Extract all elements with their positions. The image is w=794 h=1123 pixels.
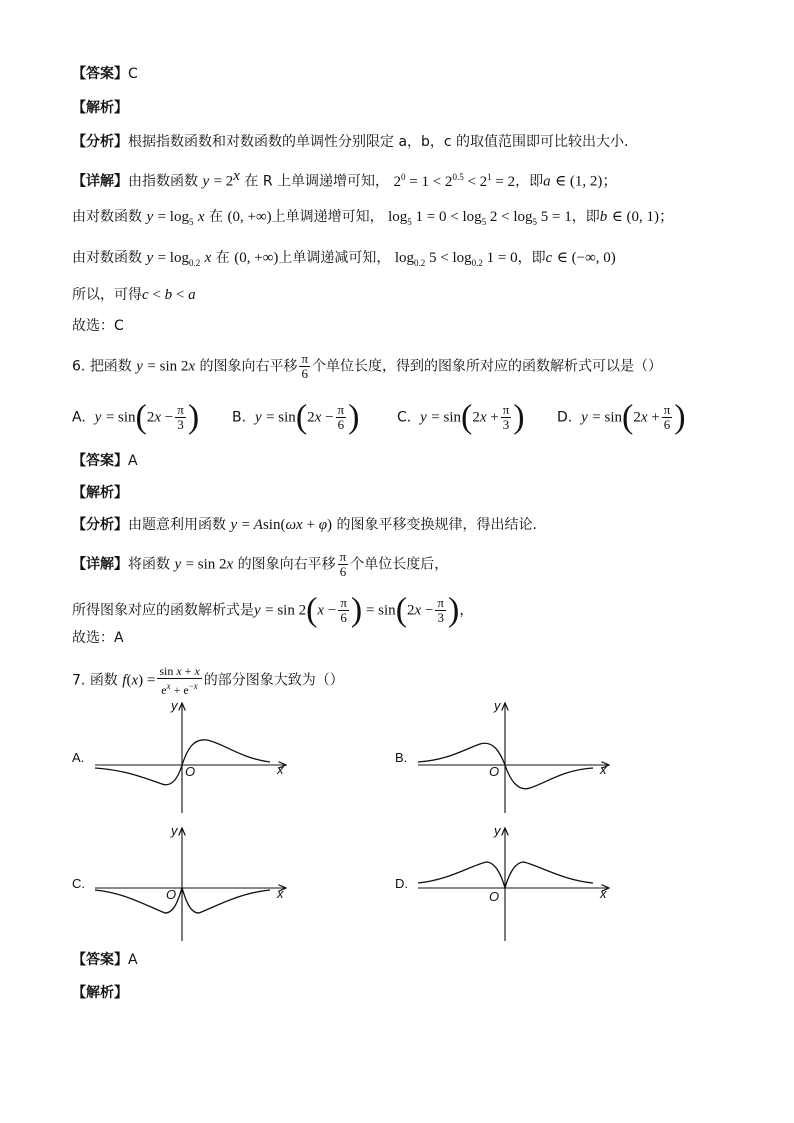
option-d[interactable]: D. y = sin(2x + $\frac{\pi}{6}$ ) [557,398,686,436]
option-c[interactable]: C. y = sin(2x + $\frac{\pi}{3}$ ) [397,398,525,436]
answer-value: C [128,66,138,82]
graph-b[interactable] [418,700,618,815]
graph-c-label[interactable]: C. [72,876,85,891]
fenxi-line-2: 【分析】由题意利用函数 y = Asin(ωx + φ) 的图象平移变换规律，得出结论. [72,517,537,533]
choice-line-2: 故选：A [72,630,124,646]
analysis-heading-3: 【解析】 [72,985,128,1001]
graph-a-label[interactable]: A. [72,750,85,765]
answer-line-3: 【答案】A [72,952,138,968]
detail-line-2: 由对数函数 $y = \log_5 x$ 在 (0, +∞)上单调递增可知， $\log_5 1 = 0 < \log_5 2 < \log_5 5 = 1$，即b ∈ (0, 1)； [72,209,675,227]
detail-line-4: 【详解】将函数 y = sin 2x 的图象向右平移 $\frac{\pi}{6}$ 个单位长度后， [72,549,449,579]
detail-line-1: 【详解】由指数函数 $y = 2^x$ 在 R 上单调递增可知， $2^0 = 1 < 2^{0.5} < 2^1 = 2$，即a ∈ (1, 2)； [72,168,618,190]
conclusion-line: 所以，可得c < b < a [72,287,196,303]
question-7: 7. 函数 f(x) = $\frac{\text{sin x + x}}{e^x + e^{-x}}$ 的部分图象大致为（） [72,664,344,697]
graph-d-label[interactable]: D. [395,876,408,891]
graph-b-label[interactable]: B. [395,750,408,765]
option-a[interactable]: A. y = sin(2x − $\frac{\pi}{3}$ ) [72,398,200,436]
detail-line-3: 由对数函数 $y = \log_{0.2} x$ 在 (0, +∞)上单调递减可知， $\log_{0.2} 5 < \log_{0.2} 1 = 0$，即c ∈ (−∞, 0) [72,250,616,268]
question-6: 6. 把函数 y = sin 2x 的图象向右平移 $\frac{\pi}{6}$ 个单位长度，得到的图象所对应的函数解析式可以是（） [72,351,663,381]
fenxi-line-1: 【分析】根据指数函数和对数函数的单调性分别限定 a，b，c 的取值范围即可比较出大小. [72,134,629,150]
choice-line-1: 故选：C [72,318,124,334]
analysis-heading-2: 【解析】 [72,485,128,501]
option-b[interactable]: B. y = sin(2x − $\frac{\pi}{6}$ ) [232,398,360,436]
analysis-heading-1: 【解析】 [72,100,128,116]
answer-line-1 [72,64,138,84]
answer-tag: 【答案】 [72,66,128,82]
graph-d[interactable] [418,825,618,943]
result-line: 所得图象对应的函数解析式是y = sin 2(x − $\frac{\pi}{6}$ ) = sin(2x − $\frac{\pi}{3}$ )， [72,591,474,629]
graph-c[interactable] [95,825,295,943]
graph-a[interactable] [95,700,295,815]
answer-line-2: 【答案】A [72,453,138,469]
